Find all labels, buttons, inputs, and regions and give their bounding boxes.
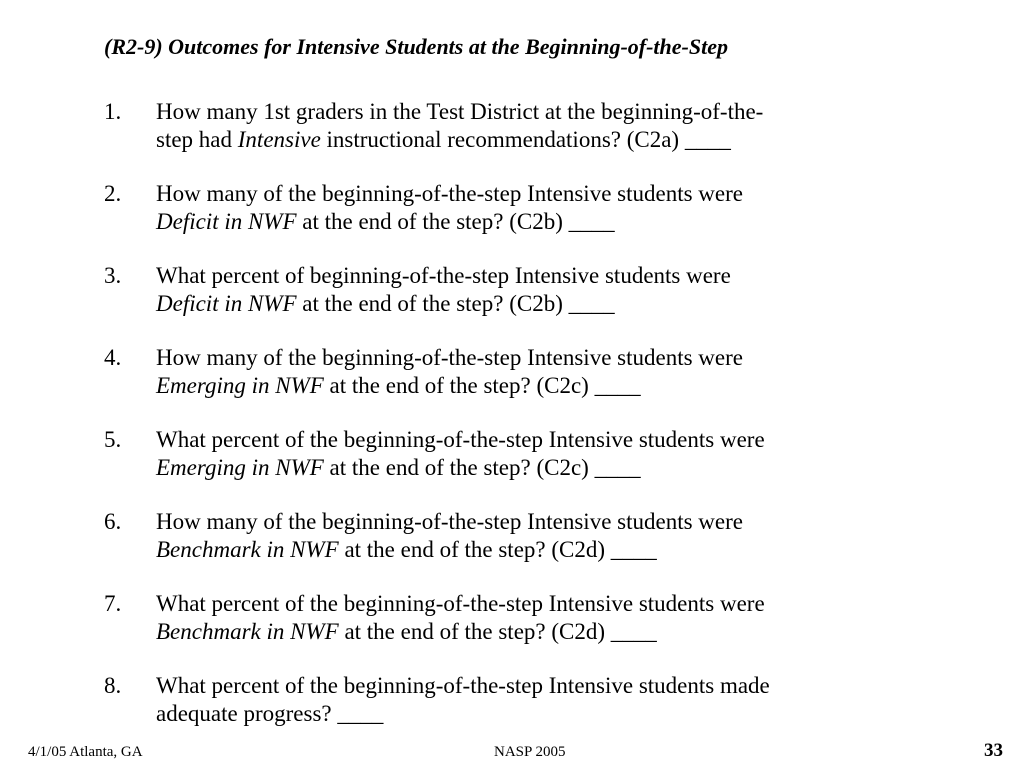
question-line-2 bbox=[156, 208, 956, 236]
question-line-1: What percent of the beginning-of-the-step Intensive students were bbox=[156, 427, 765, 452]
question-emphasis: Emerging in NWF bbox=[156, 373, 324, 398]
question-item bbox=[0, 672, 1024, 754]
question-line-2 bbox=[156, 700, 956, 728]
question-number: 2. bbox=[104, 181, 122, 206]
question-line-1: How many 1st graders in the Test District at the beginning-of-the- bbox=[156, 99, 764, 124]
question-text bbox=[156, 590, 956, 646]
question-line-1: How many of the beginning-of-the-step Intensive students were bbox=[156, 181, 743, 206]
question-number: 5. bbox=[104, 427, 122, 452]
question-number: 6. bbox=[104, 509, 122, 534]
question-number: 1. bbox=[104, 99, 122, 124]
question-text bbox=[156, 508, 956, 564]
question-text bbox=[156, 344, 956, 400]
question-emphasis: Emerging in NWF bbox=[156, 455, 324, 480]
question-line-1: What percent of beginning-of-the-step Intensive students were bbox=[156, 263, 731, 288]
question-emphasis: Benchmark in NWF bbox=[156, 537, 339, 562]
question-line-2 bbox=[156, 536, 956, 564]
question-line-1: How many of the beginning-of-the-step Intensive students were bbox=[156, 509, 743, 534]
question-text bbox=[156, 180, 956, 236]
question-text bbox=[156, 98, 956, 154]
question-item bbox=[0, 590, 1024, 672]
slide-title: (R2-9) Outcomes for Intensive Students at the Beginning-of-the-Step bbox=[104, 34, 728, 59]
question-line-2 bbox=[156, 454, 956, 482]
question-emphasis: Intensive bbox=[237, 127, 321, 152]
question-number: 3. bbox=[104, 263, 122, 288]
question-line-2 bbox=[156, 618, 956, 646]
question-line-1: What percent of the beginning-of-the-step Intensive students made bbox=[156, 673, 770, 698]
question-item bbox=[0, 98, 1024, 180]
footer-date-location: 4/1/05 Atlanta, GA bbox=[28, 744, 143, 760]
question-text-post: instructional recommendations? (C2a) ____ bbox=[320, 127, 731, 152]
question-emphasis: Deficit in NWF bbox=[156, 291, 297, 316]
question-text-pre: adequate progress? ____ bbox=[156, 701, 384, 726]
question-item bbox=[0, 508, 1024, 590]
question-text bbox=[156, 262, 956, 318]
question-item bbox=[0, 180, 1024, 262]
question-number: 4. bbox=[104, 345, 122, 370]
question-text-post: at the end of the step? (C2b) ____ bbox=[296, 209, 615, 234]
question-line-2 bbox=[156, 290, 956, 318]
question-number: 8. bbox=[104, 673, 122, 698]
question-number: 7. bbox=[104, 591, 122, 616]
question-line-1: What percent of the beginning-of-the-step Intensive students were bbox=[156, 591, 765, 616]
question-text bbox=[156, 426, 956, 482]
question-list bbox=[0, 98, 1024, 754]
question-text-post: at the end of the step? (C2b) ____ bbox=[296, 291, 615, 316]
question-emphasis: Benchmark in NWF bbox=[156, 619, 339, 644]
question-emphasis: Deficit in NWF bbox=[156, 209, 297, 234]
question-text-post: at the end of the step? (C2c) ____ bbox=[323, 373, 641, 398]
question-text bbox=[156, 672, 956, 728]
question-text-post: at the end of the step? (C2d) ____ bbox=[338, 537, 657, 562]
question-text-post: at the end of the step? (C2d) ____ bbox=[338, 619, 657, 644]
question-line-2 bbox=[156, 372, 956, 400]
question-item bbox=[0, 344, 1024, 426]
footer-event: NASP 2005 bbox=[494, 744, 566, 760]
question-line-2 bbox=[156, 126, 956, 154]
question-item bbox=[0, 262, 1024, 344]
question-text-pre: step had bbox=[156, 127, 238, 152]
question-item bbox=[0, 426, 1024, 508]
question-line-1: How many of the beginning-of-the-step Intensive students were bbox=[156, 345, 743, 370]
question-text-post: at the end of the step? (C2c) ____ bbox=[323, 455, 641, 480]
page-number: 33 bbox=[984, 740, 1003, 761]
